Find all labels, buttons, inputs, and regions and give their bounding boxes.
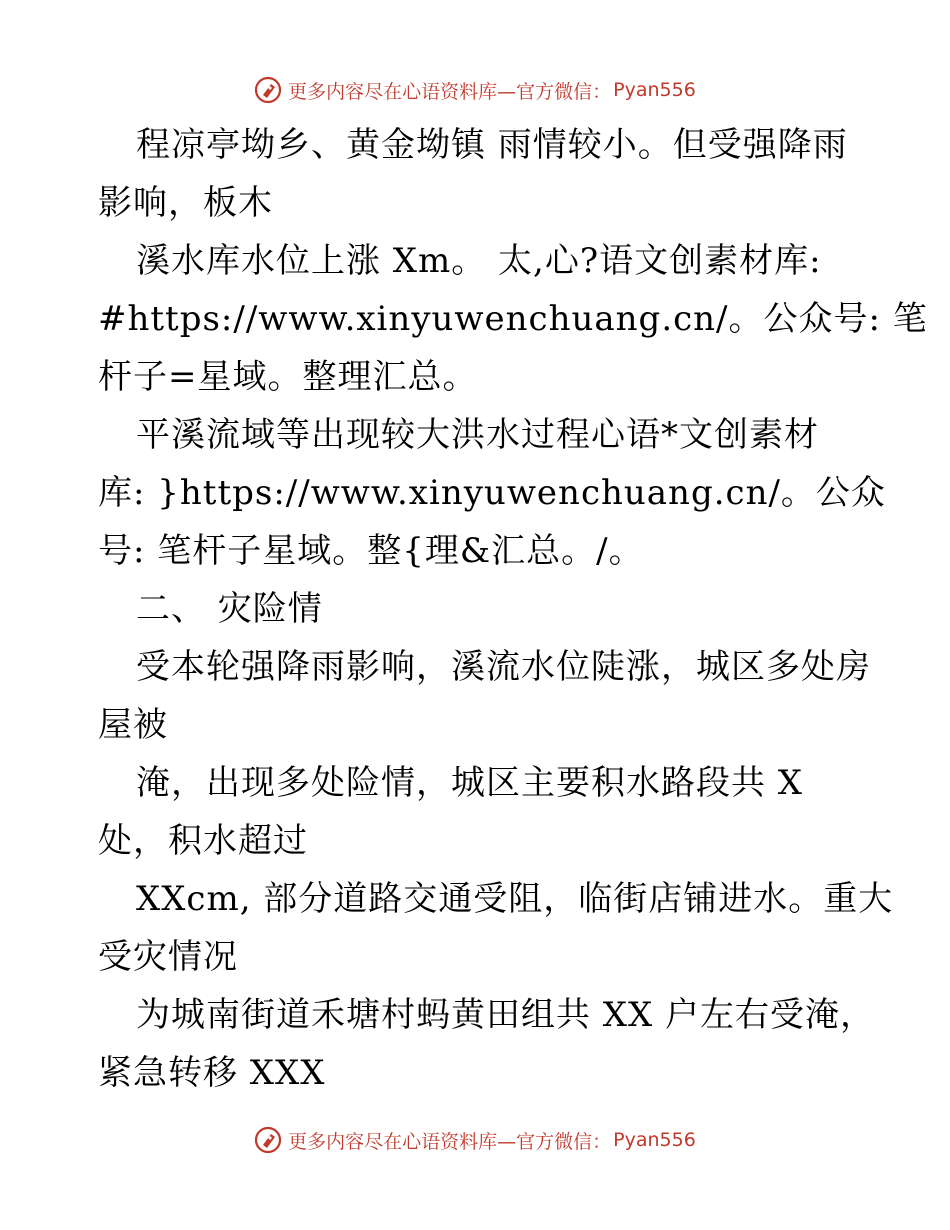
watermark-text: 更多内容尽在心语资料库—官方微信： bbox=[288, 80, 612, 103]
paragraph-5 bbox=[98, 754, 868, 870]
watermark-text: 更多内容尽在心语资料库—官方微信： bbox=[288, 1130, 612, 1153]
watermark-account: Pyan556 bbox=[613, 1129, 696, 1151]
pen-nib-circle-icon bbox=[254, 76, 282, 104]
paragraph-6 bbox=[98, 870, 894, 986]
text-line: 受本轮强降雨影响，溪流水位陡涨，城区多处房 bbox=[136, 647, 871, 687]
text-line: 库: }https://www.xinyuwenchuang.cn/。公众 bbox=[98, 473, 886, 513]
text-line: 处，积水超过 bbox=[98, 821, 308, 861]
text-line: #https://www.xinyuwenchuang.cn/。公众号: 笔 bbox=[98, 299, 928, 339]
paragraph-1 bbox=[98, 116, 868, 232]
heading-line: 二、 灾险情 bbox=[136, 589, 323, 629]
text-line: 号: 笔杆子星域。整{理&汇总。/。 bbox=[98, 531, 644, 571]
watermark-banner-bottom bbox=[0, 1122, 950, 1158]
paragraph-4 bbox=[98, 638, 871, 754]
text-line: 淹，出现多处险情，城区主要积水路段共 X bbox=[136, 763, 804, 803]
text-line: 为城南街道禾塘村蚂黄田组共 XX 户左右受淹， bbox=[136, 995, 876, 1035]
text-line: 影响，板木 bbox=[98, 183, 273, 223]
section-heading bbox=[98, 580, 868, 638]
text-line: XXcm, 部分道路交通受阻，临街店铺进水。重大 bbox=[136, 879, 894, 919]
document-body bbox=[98, 116, 928, 1102]
pen-nib-circle-icon bbox=[254, 1126, 282, 1154]
text-line: 溪水库水位上涨 Xm。 太,心?语文创素材库: bbox=[136, 241, 822, 281]
paragraph-3 bbox=[98, 406, 886, 580]
text-line: 平溪流域等出现较大洪水过程心语*文创素材 bbox=[136, 415, 819, 455]
watermark-banner-top bbox=[0, 72, 950, 108]
text-line: 紧急转移 XXX bbox=[98, 1053, 326, 1093]
paragraph-7 bbox=[98, 986, 876, 1102]
text-line: 屋被 bbox=[98, 705, 168, 745]
text-line: 程凉亭坳乡、黄金坳镇 雨情较小。但受强降雨 bbox=[136, 125, 848, 165]
watermark-account: Pyan556 bbox=[613, 79, 696, 101]
text-line: 受灾情况 bbox=[98, 937, 238, 977]
text-line: 杆子=星域。整理汇总。 bbox=[98, 357, 478, 397]
paragraph-2 bbox=[98, 232, 928, 406]
